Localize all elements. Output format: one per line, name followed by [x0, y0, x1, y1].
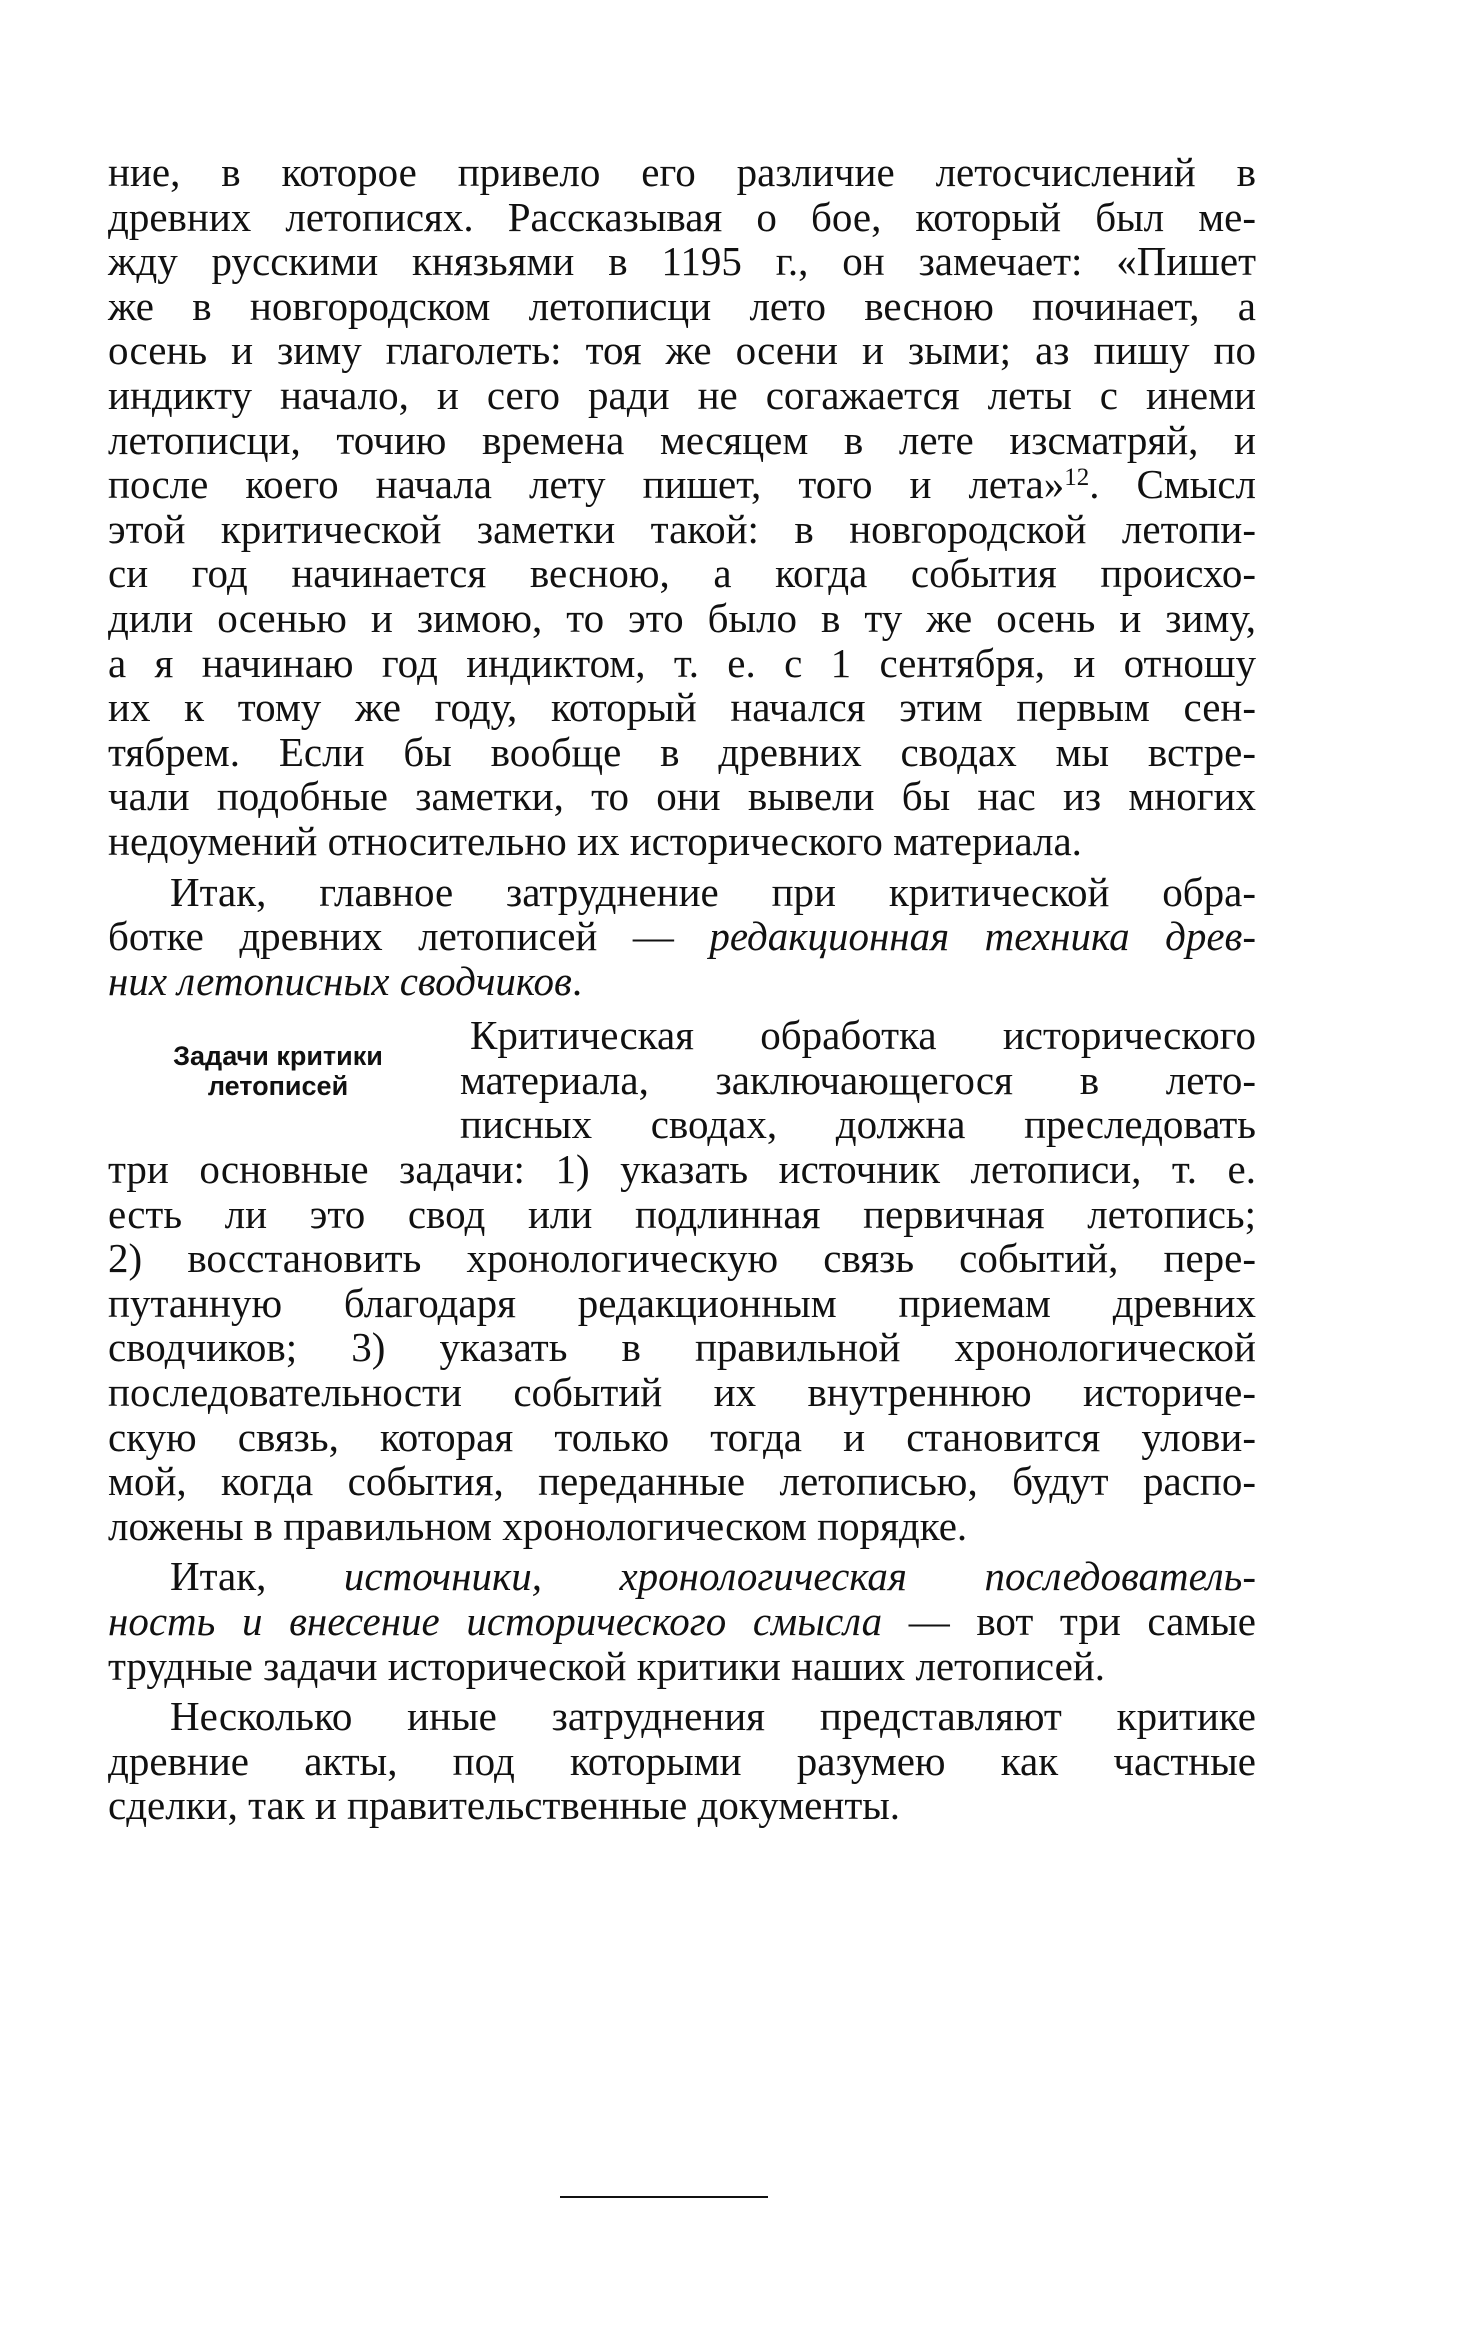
text-line: индикту начало, и сего ради не согажается леты с инеми — [108, 371, 1256, 418]
text-line — [108, 1599, 1256, 1644]
text-line: чали подобные заметки, то они вывели бы нас из многих — [108, 773, 1256, 820]
text-line: 2) восстановить хронологическую связь событий, пере- — [108, 1235, 1256, 1282]
text-line: трудные задачи исторической критики наших летописей. — [108, 1642, 1105, 1689]
text-line: три основные задачи: 1) указать источник летописи, т. е. — [108, 1146, 1256, 1193]
text-line: Несколько иные затруднения представляют критике — [170, 1693, 1256, 1740]
text-line — [108, 959, 1256, 1004]
italic-segment: источники, хронологическая последователь- — [343, 1553, 1256, 1600]
text-line: Критическая обработка исторического — [470, 1012, 1256, 1059]
text-segment: Итак, — [170, 1553, 344, 1600]
text-segment: . Смысл — [1089, 461, 1257, 508]
paragraph-4 — [108, 1554, 1256, 1688]
text-line: тябрем. Если бы вообще в древних сводах мы встре- — [108, 728, 1256, 775]
text-line: этой критической заметки такой: в новгородской летопи- — [108, 505, 1256, 552]
text-line: материала, заключающегося в лето- — [460, 1056, 1256, 1103]
text-segment: после коего начала лету пишет, того и лета» — [108, 461, 1065, 508]
text-line: же в новгородском летописци лето весною починает, а — [108, 282, 1256, 329]
text-segment: . — [571, 957, 583, 1004]
text-line — [108, 462, 1256, 507]
text-line: древние акты, под которыми разумею как частные — [108, 1737, 1256, 1784]
text-line: их к тому же году, который начался этим первым сен- — [108, 684, 1256, 731]
text-line: осень и зиму глаголеть: тоя же осени и зыми; аз пишу по — [108, 327, 1256, 374]
paragraph-1 — [108, 150, 1256, 864]
text-segment: — вот три самые — [882, 1598, 1256, 1644]
text-line: дили осенью и зимою, то это было в ту же осень и зиму, — [108, 594, 1256, 641]
text-line: древних летописях. Рассказывая о бое, который был ме- — [108, 193, 1256, 240]
margin-heading-line: летописей — [207, 1071, 349, 1102]
text-segment: ботке древних летописей — — [108, 913, 710, 960]
italic-segment: них летописных сводчиков — [108, 957, 572, 1004]
text-line: жду русскими князьями в 1195 г., он замечает: «Пишет — [108, 238, 1256, 285]
italic-segment: ность и внесение исторического смысла — [108, 1598, 883, 1644]
text-line — [108, 914, 1256, 959]
text-line: последовательности событий их внутреннюю историче- — [108, 1369, 1256, 1416]
text-line: ние, в которое привело его различие летосчислений в — [108, 149, 1256, 195]
text-line: а я начинаю год индиктом, т. е. с 1 сентября, и отношу — [108, 639, 1256, 686]
text-line: скую связь, которая только тогда и становится улови- — [108, 1413, 1256, 1460]
text-line: путанную благодаря редакционным приемам древних — [108, 1279, 1256, 1326]
italic-segment: редакционная техника древ- — [709, 913, 1257, 960]
text-line: ложены в правильном хронологическом порядке. — [108, 1502, 968, 1549]
paragraph-3-block — [108, 1013, 1256, 1548]
margin-heading-line: Задачи критики — [173, 1041, 383, 1072]
section-end-rule — [560, 2196, 768, 2198]
text-line: Итак, главное затруднение при критической обра- — [170, 868, 1256, 915]
footnote-ref: 12 — [1064, 464, 1090, 492]
text-line: сделки, так и правительственные документы. — [108, 1782, 901, 1829]
paragraph-2 — [108, 870, 1256, 1004]
margin-heading — [108, 1013, 448, 1101]
text-line — [108, 1554, 1256, 1599]
body-text — [108, 150, 1256, 1828]
text-line: сводчиков; 3) указать в правильной хронологической — [108, 1324, 1256, 1371]
text-line: си год начинается весною, а когда события происхо- — [108, 550, 1256, 597]
text-line: мой, когда события, переданные летописью, будут распо- — [108, 1458, 1256, 1505]
text-line: есть ли это свод или подлинная первичная летопись; — [108, 1190, 1256, 1237]
text-line: писных сводах, должна преследовать — [460, 1101, 1256, 1148]
text-line: недоумений относительно их исторического материала. — [108, 817, 1082, 864]
paragraph-5 — [108, 1694, 1256, 1828]
text-line: летописци, точию времена месяцем в лете изсматряй, и — [108, 416, 1256, 463]
